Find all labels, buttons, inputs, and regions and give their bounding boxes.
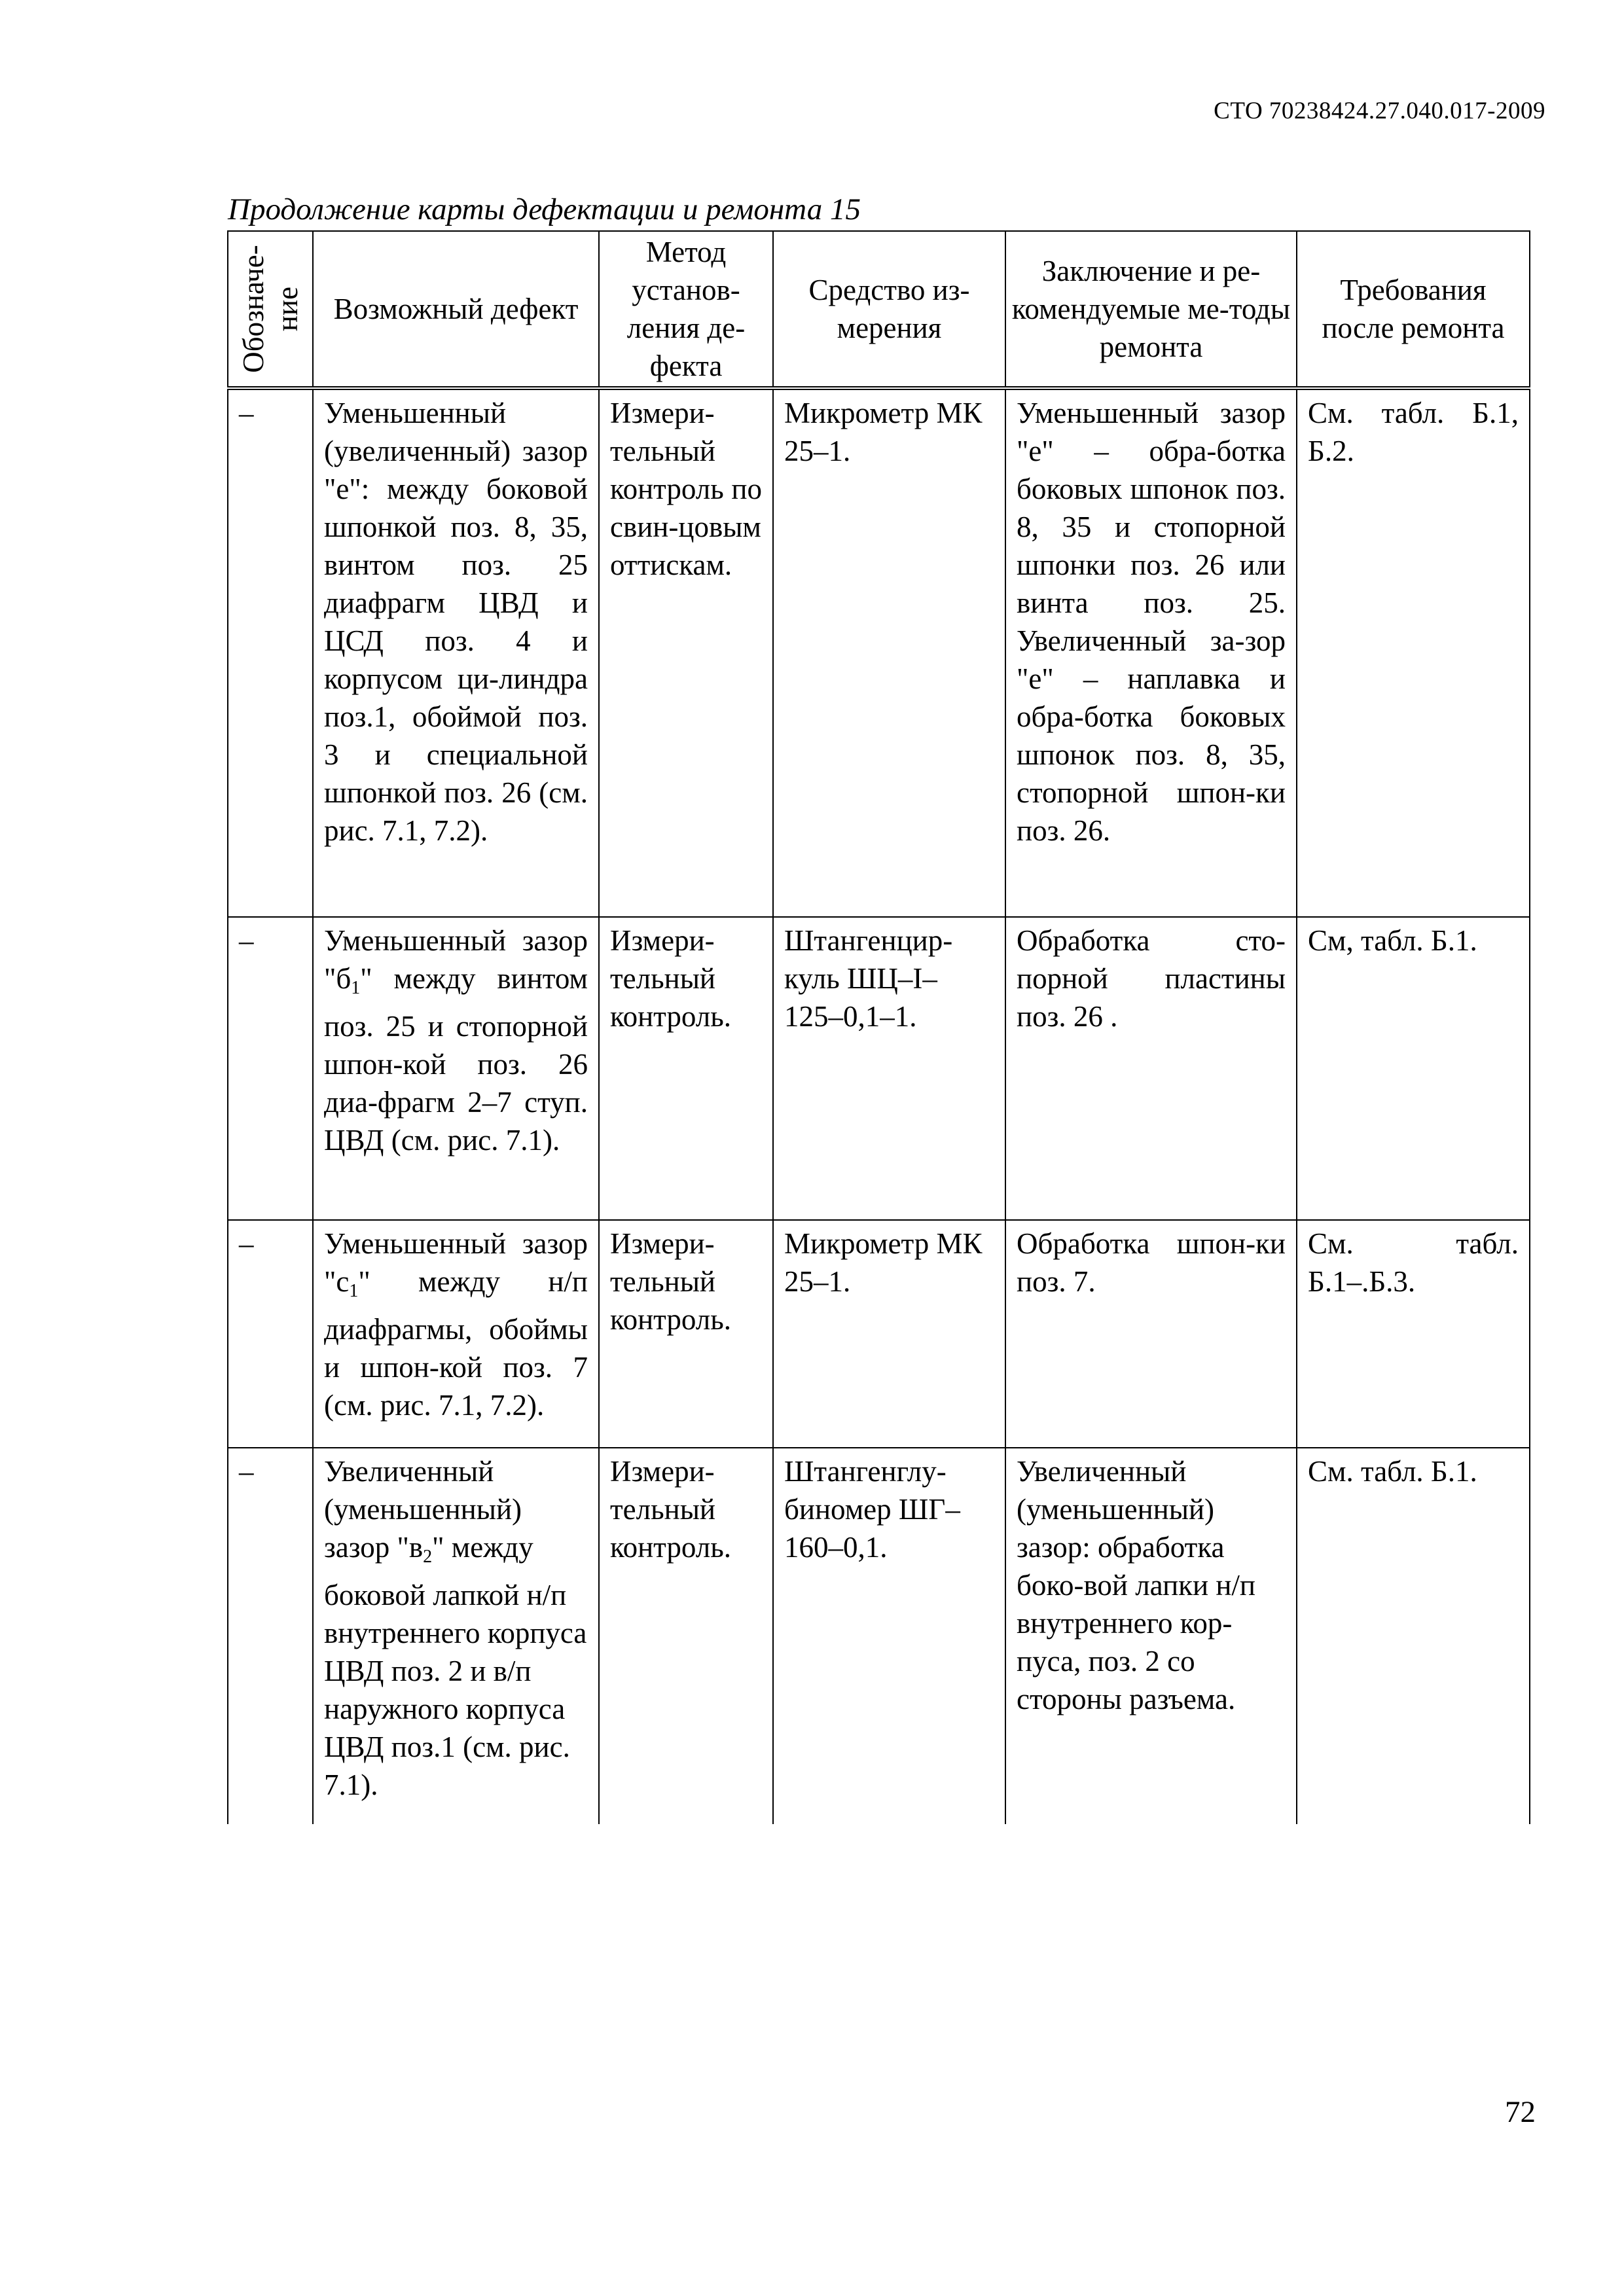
cell-measuring: Штангенцир-куль ШЦ–І–125–0,1–1. xyxy=(773,917,1005,1220)
cell-method: Измери-тельный контроль по свин-цовым оттискам. xyxy=(599,388,773,917)
table-header-row xyxy=(228,231,1530,388)
cell-method: Измери-тельный контроль. xyxy=(599,1220,773,1448)
defect-text-end: " между боковой лапкой н/п внутреннего корпуса ЦВД поз. 2 и в/п наружного корпуса ЦВД поз.1 (см. рис. 7.1). xyxy=(324,1531,587,1801)
cell-conclusion: Обработка сто-порной пластины поз. 26 . xyxy=(1005,917,1297,1220)
defect-subscript: 1 xyxy=(349,1281,359,1301)
table-row xyxy=(228,917,1530,1220)
defect-subscript: 1 xyxy=(351,978,361,998)
cell-conclusion: Увеличенный (уменьшенный) зазор: обработка боко-вой лапки н/п внутреннего кор-пуса, поз. 2 со стороны разъема. xyxy=(1005,1448,1297,1824)
document-code: СТО 70238424.27.040.017-2009 xyxy=(1214,98,1545,124)
defect-subscript: 2 xyxy=(423,1547,433,1567)
cell-defect: Уменьшенный (увеличенный) зазор "е": между боковой шпонкой поз. 8, 35, винтом поз. 25 диафрагм ЦВД и ЦСД поз. 4 и корпусом ци-линдра поз.1, обоймой поз. 3 и специальной шпонкой поз. 26 (см. рис. 7.1, 7.2). xyxy=(313,388,599,917)
cell-conclusion: Обработка шпон-ки поз. 7. xyxy=(1005,1220,1297,1448)
header-requirements: Требования после ремонта xyxy=(1297,231,1530,388)
defect-repair-table xyxy=(227,230,1530,1824)
defect-text-start: Уменьшенный зазор "б xyxy=(324,924,588,995)
header-designation-label: Обозначе-ние xyxy=(237,245,304,373)
defect-text-end: " между н/п диафрагмы, обоймы и шпон-кой поз. 7 (см. рис. 7.1, 7.2). xyxy=(324,1265,588,1422)
page-number: 72 xyxy=(1505,2095,1536,2129)
cell-measuring: Микрометр МК 25–1. xyxy=(773,1220,1005,1448)
cell-measuring: Штангенглу-биномер ШГ–160–0,1. xyxy=(773,1448,1005,1824)
cell-designation: – xyxy=(228,1448,313,1824)
cell-defect xyxy=(313,917,599,1220)
table-row xyxy=(228,388,1530,917)
header-defect: Возможный дефект xyxy=(313,231,599,388)
cell-defect xyxy=(313,1220,599,1448)
cell-method: Измери-тельный контроль. xyxy=(599,917,773,1220)
header-designation xyxy=(228,231,313,388)
defect-text-start: Увеличенный (уменьшенный) зазор "в xyxy=(324,1455,522,1564)
cell-conclusion: Уменьшенный зазор "е" – обра-ботка боковых шпонок поз. 8, 35 и стопорной шпонки поз. 26 или винта поз. 25. Увеличенный за-зор "е" – наплавка и обра-ботка боковых шпонок поз. 8, 35, стопорной шпон-ки поз. 26. xyxy=(1005,388,1297,917)
header-method: Метод установ-ления де-фекта xyxy=(599,231,773,388)
header-measuring: Средство из-мерения xyxy=(773,231,1005,388)
cell-designation: – xyxy=(228,388,313,917)
cell-designation: – xyxy=(228,917,313,1220)
cell-defect xyxy=(313,1448,599,1824)
cell-designation: – xyxy=(228,1220,313,1448)
table-row xyxy=(228,1448,1530,1824)
cell-method: Измери-тельный контроль. xyxy=(599,1448,773,1824)
table-caption: Продолжение карты дефектации и ремонта 15 xyxy=(228,192,861,226)
header-conclusion: Заключение и ре-комендуемые ме-тоды ремонта xyxy=(1005,231,1297,388)
cell-requirements: См. табл. Б.1–.Б.3. xyxy=(1297,1220,1530,1448)
defect-text-end: " между винтом поз. 25 и стопорной шпон-кой поз. 26 диа-фрагм 2–7 ступ. ЦВД (см. рис. 7.1). xyxy=(324,962,588,1157)
cell-requirements: См, табл. Б.1. xyxy=(1297,917,1530,1220)
cell-requirements: См. табл. Б.1. xyxy=(1297,1448,1530,1824)
defect-text-start: Уменьшенный зазор "с xyxy=(324,1227,588,1298)
cell-requirements: См. табл. Б.1, Б.2. xyxy=(1297,388,1530,917)
table-row xyxy=(228,1220,1530,1448)
cell-measuring: Микрометр МК 25–1. xyxy=(773,388,1005,917)
